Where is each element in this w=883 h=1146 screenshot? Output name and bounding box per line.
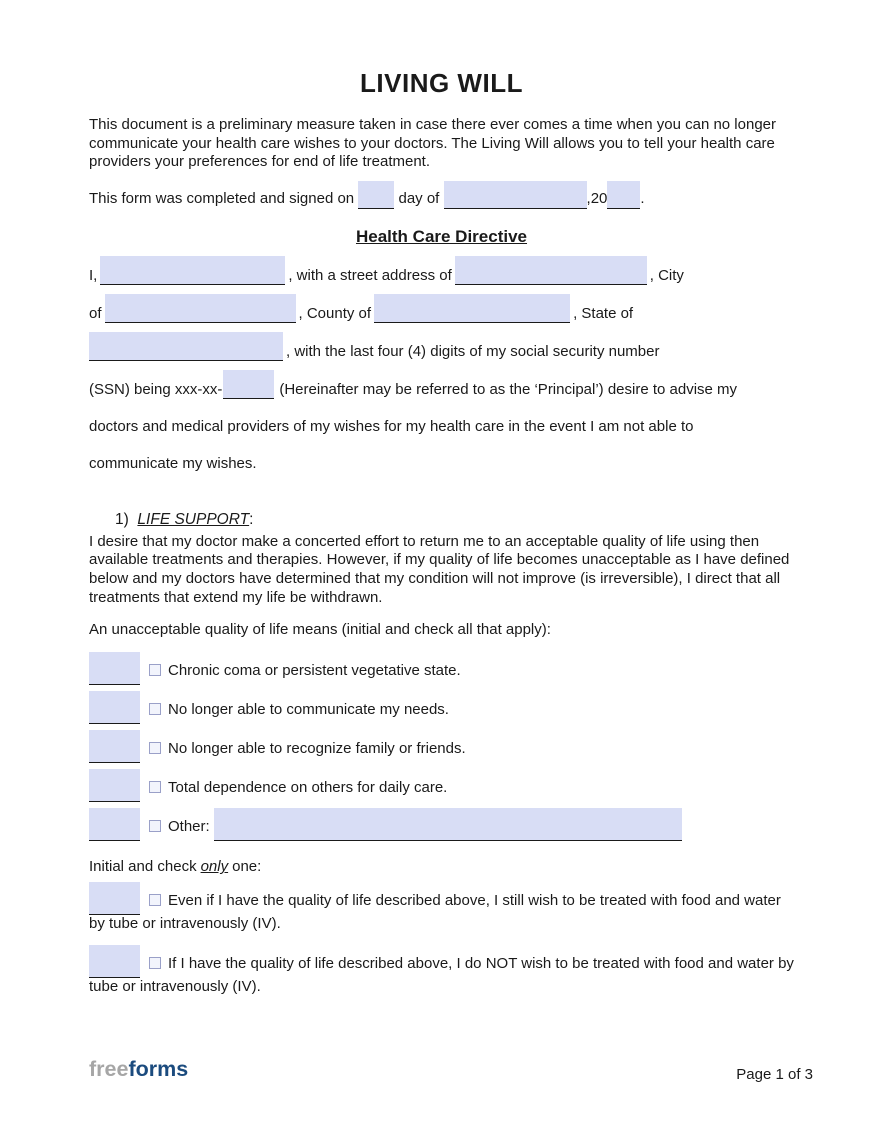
directive-text: I, (89, 266, 98, 284)
feeding-choice-row (89, 945, 794, 997)
other-text-field[interactable] (214, 808, 682, 841)
principal-name-field[interactable] (100, 256, 285, 285)
initials-field-other[interactable] (89, 808, 140, 841)
quality-item-label: Total dependence on others for daily care. (168, 779, 448, 797)
section-number: 1) (115, 510, 129, 528)
quality-item-label: Other: (168, 818, 210, 836)
checklist-intro: An unacceptable quality of life means (initial and check all that apply): (89, 621, 551, 639)
single-choice-intro (89, 857, 794, 876)
feeding-choice-label: If I have the quality of life described above, I do NOT wish to be treated with food and water by tube or intravenously (IV). (89, 954, 794, 995)
section-title: LIFE SUPPORT (137, 510, 250, 528)
directive-heading: Health Care Directive (355, 226, 528, 246)
initials-field-communicate-needs[interactable] (89, 691, 140, 724)
quality-item-label: No longer able to recognize family or friends. (168, 740, 466, 758)
signed-day-field[interactable] (358, 181, 394, 209)
directive-text: (Hereinafter may be referred to as the ‘Principal’) desire to advise my (279, 380, 738, 398)
initials-field-not-wish-feeding[interactable] (89, 945, 140, 978)
directive-text: , State of (573, 304, 634, 322)
directive-line-1 (89, 256, 794, 294)
directive-text: communicate my wishes. (89, 454, 257, 472)
initials-field-still-wish-feeding[interactable] (89, 882, 140, 915)
directive-text: of (89, 304, 102, 322)
quality-item-row (89, 808, 794, 841)
logo-forms-text: forms (128, 1057, 189, 1081)
quality-item-row (89, 769, 794, 802)
quality-item-label: Chronic coma or persistent vegetative state. (168, 662, 461, 680)
section-colon: : (249, 510, 254, 528)
intro-paragraph: This document is a preliminary measure taken in case there ever comes a time when you can no longer communicate your health care wishes to your doctors. The Living Will allows you to tell your health care providers your preferences for end of life treatment. (89, 116, 777, 171)
single-choice-intro-emph: only (200, 858, 229, 876)
page-number: Page 1 of 3 (736, 1066, 813, 1083)
directive-text: , with the last four (4) digits of my social security number (286, 342, 660, 360)
signed-line-text: This form was completed and signed on (89, 189, 355, 207)
checkbox-other[interactable] (149, 820, 161, 832)
quality-item-row (89, 730, 794, 763)
directive-text: , City (649, 266, 684, 284)
directive-line-5 (89, 408, 794, 445)
quality-item-row (89, 691, 794, 724)
signed-line-text: . (640, 189, 645, 207)
directive-line-6 (89, 445, 794, 482)
feeding-choice-row (89, 882, 794, 934)
directive-text: (SSN) being xxx-xx- (89, 380, 223, 398)
checkbox-total-dependence[interactable] (149, 781, 161, 793)
directive-line-2 (89, 294, 794, 332)
initials-field-recognize-family[interactable] (89, 730, 140, 763)
checkbox-communicate-needs[interactable] (149, 703, 161, 715)
single-choice-intro-text: one: (232, 858, 262, 876)
checkbox-recognize-family[interactable] (149, 742, 161, 754)
directive-line-4 (89, 370, 794, 408)
signed-month-field[interactable] (444, 181, 587, 209)
checkbox-chronic-coma[interactable] (149, 664, 161, 676)
signed-line-text: day of (398, 189, 440, 207)
freeforms-logo (89, 1057, 188, 1081)
signed-year-field[interactable] (607, 181, 640, 209)
directive-line-3 (89, 332, 794, 370)
directive-block (89, 256, 794, 482)
life-support-paragraph: I desire that my doctor make a concerted effort to return me to an acceptable quality of life using then available treatments and therapies. However, if my quality of life becomes unacceptable as I have defined below and my doctors have determined that my condition will not improve (is irreversible), I direct that all treatments that extend my life be withdrawn. (89, 532, 790, 606)
directive-text: , with a street address of (288, 266, 452, 284)
signed-line-text: ,20 (586, 189, 608, 207)
city-field[interactable] (105, 294, 296, 323)
quality-item-row (89, 652, 794, 685)
directive-text: , County of (298, 304, 372, 322)
signed-date-line (89, 181, 794, 209)
feeding-choice-label: Even if I have the quality of life described above, I still wish to be treated with food and water by tube or intravenously (IV). (89, 892, 781, 933)
checkbox-not-wish-feeding[interactable] (149, 957, 161, 969)
page-title: LIVING WILL (360, 68, 523, 98)
street-address-field[interactable] (455, 256, 647, 285)
initials-field-chronic-coma[interactable] (89, 652, 140, 685)
logo-free-text: free (89, 1057, 129, 1081)
ssn-last4-field[interactable] (223, 370, 274, 399)
county-field[interactable] (374, 294, 570, 323)
life-support-heading (115, 510, 794, 530)
initials-field-total-dependence[interactable] (89, 769, 140, 802)
single-choice-intro-text: Initial and check (89, 858, 197, 876)
directive-text: doctors and medical providers of my wishes for my health care in the event I am not able to (89, 417, 694, 435)
checkbox-still-wish-feeding[interactable] (149, 894, 161, 906)
state-field[interactable] (89, 332, 283, 361)
quality-item-label: No longer able to communicate my needs. (168, 701, 449, 719)
